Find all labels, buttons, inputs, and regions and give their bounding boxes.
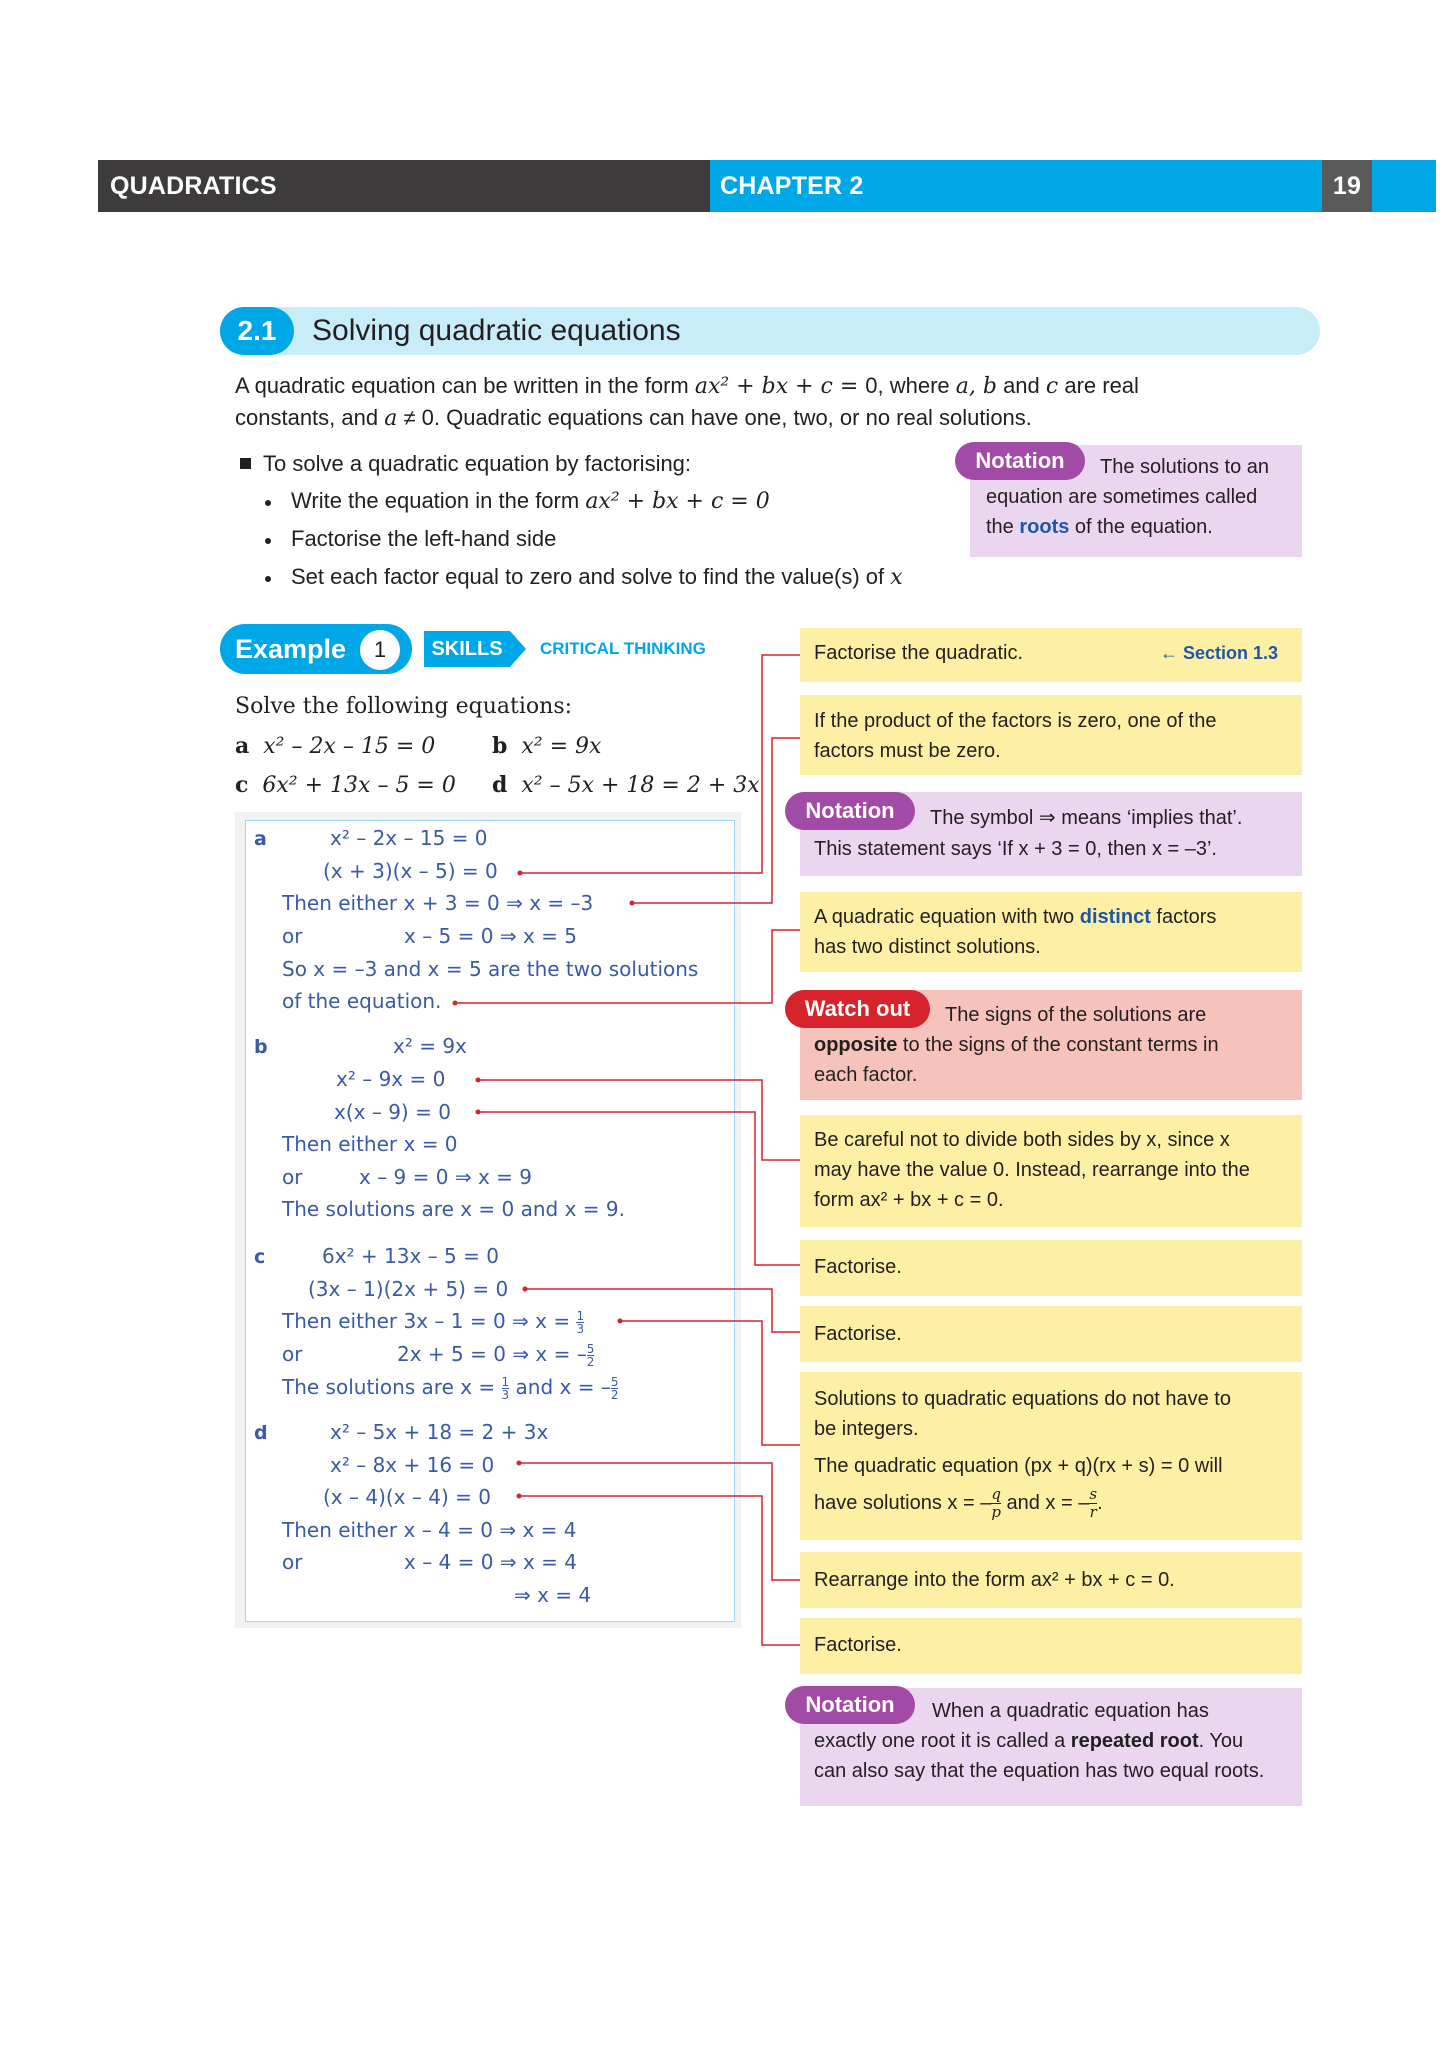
connector-dot xyxy=(476,1078,481,1083)
working-b-line-5: x – 9 = 0 ⇒ x = 9 xyxy=(359,1165,532,1189)
note-6-line-2: may have the value 0. Instead, rearrange into the xyxy=(814,1159,1250,1181)
working-label-d: d xyxy=(254,1422,268,1444)
connector-line xyxy=(525,1289,800,1332)
notation-roots-line-1: The solutions to an xyxy=(1100,456,1269,478)
note-2-line-1: If the product of the factors is zero, one of the xyxy=(814,710,1217,732)
notation-label: Notation xyxy=(955,442,1085,480)
connector-dot xyxy=(517,1461,522,1466)
working-b-line-3: x(x – 9) = 0 xyxy=(334,1100,451,1124)
header-chapter: CHAPTER 2 xyxy=(720,172,864,200)
working-d-line-4: Then either x – 4 = 0 ⇒ x = 4 xyxy=(282,1518,577,1542)
section-number: 2.1 xyxy=(220,307,294,355)
note-9-line-1: Solutions to quadratic equations do not have to xyxy=(814,1388,1231,1410)
intro-line-1: A quadratic equation can be written in the form ax² + bx + c = 0, where a, b and c are real xyxy=(235,373,1139,399)
example-label: Example xyxy=(235,634,347,664)
section-title: Solving quadratic equations xyxy=(312,314,681,347)
working-d-line-6: ⇒ x = 4 xyxy=(514,1583,592,1607)
working-c-line-5: The solutions are x = $\frac{1}{3}$ and x = – $\frac{5}{2}$ xyxy=(282,1375,619,1402)
working-b-or: or xyxy=(282,1165,303,1189)
note-9-line-2: be integers. xyxy=(814,1418,919,1440)
example-question: Solve the following equations: xyxy=(235,694,573,719)
connector-line xyxy=(520,655,800,873)
note-4-line-1: A quadratic equation with two distinct factors xyxy=(814,906,1217,928)
note-1-text: Factorise the quadratic. xyxy=(814,642,1023,664)
connector-line xyxy=(478,1112,800,1265)
connector-dot xyxy=(517,1494,522,1499)
question-part-d: d x² – 5x + 18 = 2 + 3x xyxy=(492,772,760,798)
method-step-3: Set each factor equal to zero and solve to find the value(s) of x xyxy=(291,564,903,590)
question-part-a: a x² – 2x – 15 = 0 xyxy=(235,733,436,759)
notation-roots-line-2: equation are sometimes called xyxy=(986,486,1258,508)
working-a-line-3: Then either x + 3 = 0 ⇒ x = –3 xyxy=(282,891,594,915)
working-a-or: or xyxy=(282,924,303,948)
method-step-2: Factorise the left-hand side xyxy=(291,526,557,551)
working-b-line-1: x² = 9x xyxy=(393,1034,467,1058)
skill-name: CRITICAL THINKING xyxy=(540,639,706,658)
connector-dot xyxy=(523,1287,528,1292)
working-a-line-2: (x + 3)(x – 5) = 0 xyxy=(323,859,498,883)
intro-line-2: constants, and a ≠ 0. Quadratic equations can have one, two, or no real solutions. xyxy=(235,405,1032,431)
working-label-c: c xyxy=(254,1246,266,1268)
note-12-line-2: exactly one root it is called a repeated root. You xyxy=(814,1730,1244,1752)
working-d-or: or xyxy=(282,1550,303,1574)
note-9-line-3: The quadratic equation (px + q)(rx + s) = 0 will xyxy=(814,1455,1223,1477)
page-number: 19 xyxy=(1332,172,1362,200)
working-c-or: or xyxy=(282,1342,303,1366)
connector-line xyxy=(519,1463,800,1580)
note-4-line-2: has two distinct solutions. xyxy=(814,936,1041,958)
notation-label: Notation xyxy=(785,792,915,830)
note-2-line-2: factors must be zero. xyxy=(814,740,1001,762)
working-c-line-3: Then either 3x – 1 = 0 ⇒ x = $\frac{1}{3}$ xyxy=(282,1309,585,1336)
header-title: QUADRATICS xyxy=(110,172,277,200)
note-6-line-3: form ax² + bx + c = 0. xyxy=(814,1189,1004,1211)
working-c-line-1: 6x² + 13x – 5 = 0 xyxy=(322,1244,499,1268)
note-11-text: Factorise. xyxy=(814,1634,902,1656)
working-a-line-4: x – 5 = 0 ⇒ x = 5 xyxy=(404,924,577,948)
connector-line xyxy=(519,1496,800,1645)
notation-label: Notation xyxy=(785,1686,915,1724)
working-d-line-5: x – 4 = 0 ⇒ x = 4 xyxy=(404,1550,577,1574)
note-12-line-3: can also say that the equation has two equal roots. xyxy=(814,1760,1265,1782)
working-label-a: a xyxy=(254,828,267,850)
note-5-line-3: each factor. xyxy=(814,1064,918,1086)
note-6-line-1: Be careful not to divide both sides by x, since x xyxy=(814,1129,1230,1151)
connector-dot xyxy=(630,901,635,906)
question-part-b: b x² = 9x xyxy=(492,733,602,759)
connector-line xyxy=(632,738,800,903)
working-b-line-6: The solutions are x = 0 and x = 9. xyxy=(282,1197,625,1221)
note-8-text: Factorise. xyxy=(814,1323,902,1345)
method-step-1: Write the equation in the form ax² + bx + c = 0 xyxy=(291,488,770,514)
method-heading: To solve a quadratic equation by factorising: xyxy=(263,451,692,476)
working-d-line-2: x² – 8x + 16 = 0 xyxy=(330,1453,495,1477)
working-a-line-1: x² – 2x – 15 = 0 xyxy=(330,826,488,850)
note-3-line-1: The symbol ⇒ means ‘implies that’. xyxy=(930,807,1243,829)
working-d-line-1: x² – 5x + 18 = 2 + 3x xyxy=(330,1420,549,1444)
question-part-c: c 6x² + 13x – 5 = 0 xyxy=(235,772,456,798)
working-a-line-5: So x = –3 and x = 5 are the two solutions xyxy=(282,957,699,981)
working-a-line-6: of the equation. xyxy=(282,989,442,1013)
note-5-line-2: opposite to the signs of the constant terms in xyxy=(814,1034,1219,1056)
connector-line xyxy=(620,1321,800,1445)
connector-line xyxy=(455,930,800,1003)
section-reference-link[interactable]: ← Section 1.3 xyxy=(1160,643,1279,663)
working-c-line-4: 2x + 5 = 0 ⇒ x = – $\frac{5}{2}$ xyxy=(397,1342,595,1369)
connector-dot xyxy=(453,1001,458,1006)
working-b-line-4: Then either x = 0 xyxy=(282,1132,458,1156)
connector-line xyxy=(478,1080,800,1160)
working-b-line-2: x² – 9x = 0 xyxy=(336,1067,446,1091)
note-3-line-2: This statement says ‘If x + 3 = 0, then x = –3’. xyxy=(814,838,1217,860)
watch-out-label: Watch out xyxy=(785,990,930,1028)
working-c-line-2: (3x – 1)(2x + 5) = 0 xyxy=(308,1277,509,1301)
working-d-line-3: (x – 4)(x – 4) = 0 xyxy=(323,1485,491,1509)
skills-tag: SKILLS xyxy=(424,631,510,667)
note-5-line-1: The signs of the solutions are xyxy=(945,1004,1207,1026)
notation-roots-line-3: the roots of the equation. xyxy=(986,516,1213,538)
connector-dot xyxy=(476,1110,481,1115)
working-label-b: b xyxy=(254,1036,268,1058)
note-9-line-4: have solutions x = – $\frac{q}{p}$ and x = – $\frac{s}{r}$ . xyxy=(814,1485,1103,1521)
note-10-text: Rearrange into the form ax² + bx + c = 0. xyxy=(814,1569,1175,1591)
connector-dot xyxy=(518,871,523,876)
note-12-line-1: When a quadratic equation has xyxy=(932,1700,1209,1722)
note-7-text: Factorise. xyxy=(814,1256,902,1278)
connector-dot xyxy=(618,1319,623,1324)
example-number: 1 xyxy=(358,628,402,672)
